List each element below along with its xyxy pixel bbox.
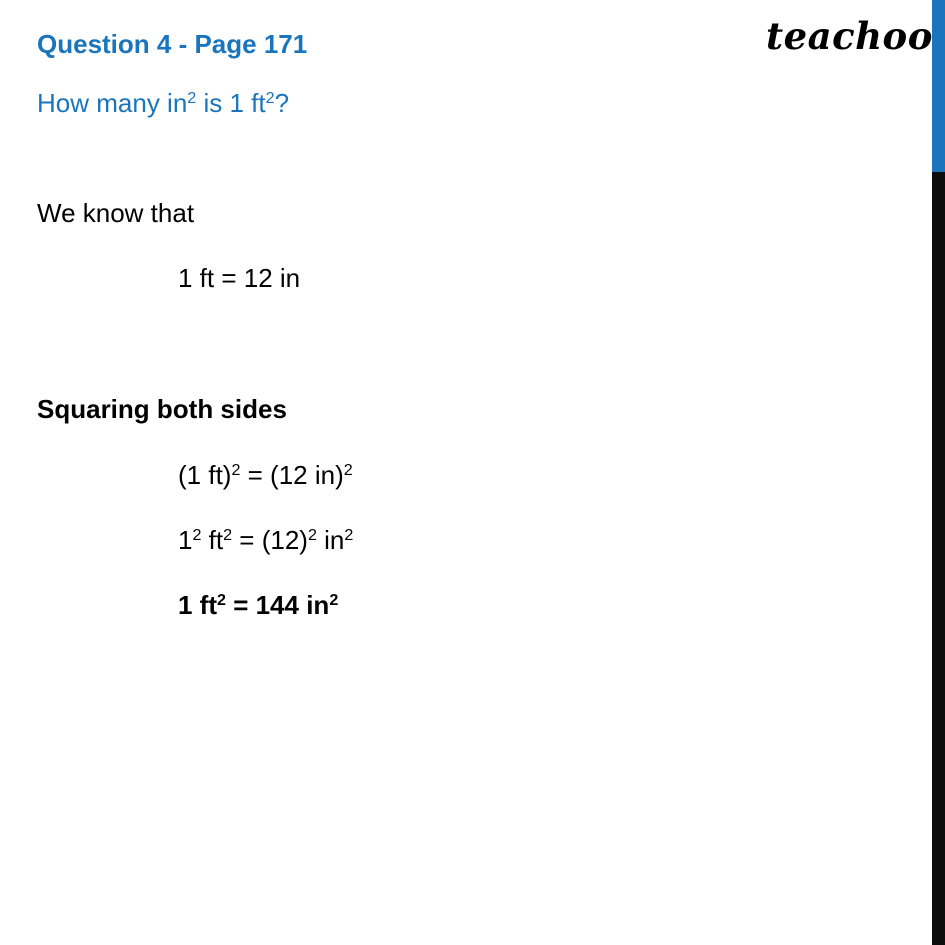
question-exponent-1: 2 <box>187 89 197 108</box>
result-exponent-1: 2 <box>217 591 226 610</box>
eq2-part-b: ft <box>201 525 224 555</box>
step-heading: Squaring both sides <box>37 394 287 424</box>
question-prefix: How many in <box>37 88 188 118</box>
eq2-part-a: 1 <box>178 525 193 555</box>
sidebar-bar <box>932 0 945 945</box>
question-exponent-2: 2 <box>265 89 275 108</box>
eq1-right: = (12 in) <box>240 460 344 490</box>
eq1-exponent-2: 2 <box>343 461 353 480</box>
eq2-exponent-3: 2 <box>307 526 317 545</box>
eq1-left: (1 ft) <box>178 460 232 490</box>
sidebar-accent <box>932 0 945 172</box>
eq1-exponent-1: 2 <box>231 461 241 480</box>
teachoo-logo: teachoo <box>766 14 933 58</box>
eq2-exponent-1: 2 <box>192 526 202 545</box>
eq2-part-c: = (12) <box>232 525 308 555</box>
result-left: 1 ft <box>178 590 217 620</box>
eq2-exponent-2: 2 <box>223 526 233 545</box>
question-text <box>37 88 289 119</box>
equation-expanded <box>178 525 353 556</box>
fact-equation: 1 ft = 12 in <box>178 263 301 293</box>
question-suffix: ? <box>274 88 290 118</box>
result-right: = 144 in <box>225 590 330 620</box>
eq2-exponent-4: 2 <box>344 526 354 545</box>
equation-squared <box>178 460 353 491</box>
eq2-part-d: in <box>316 525 345 555</box>
final-answer <box>178 590 338 621</box>
result-exponent-2: 2 <box>329 591 339 610</box>
question-mid: is 1 ft <box>196 88 266 118</box>
page-title: Question 4 - Page 171 <box>37 29 308 59</box>
intro-text: We know that <box>37 198 195 228</box>
